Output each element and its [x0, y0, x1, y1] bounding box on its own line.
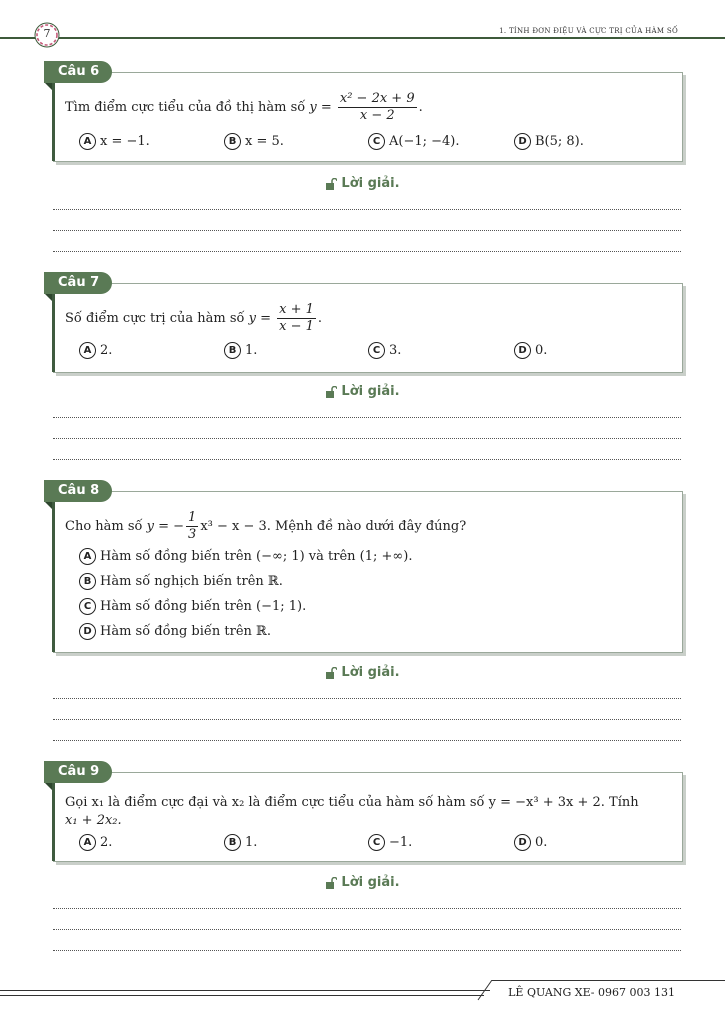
question-stem-line2: x₁ + 2x₂. — [65, 813, 122, 828]
option-c[interactable]: C −1. — [368, 834, 412, 851]
question-tag-8: Câu 8 — [44, 480, 112, 502]
answer-line[interactable] — [53, 251, 681, 252]
solution-heading: Lời giải. — [0, 875, 725, 890]
option-a[interactable]: A 2. — [79, 834, 112, 851]
answer-line[interactable] — [53, 929, 681, 930]
question-stem: Cho hàm số y = − $\frac{1}{3}$ x³ − x − 3. Mệnh đề nào dưới đây đúng? — [65, 510, 467, 542]
option-c[interactable]: C 3. — [368, 342, 401, 359]
option-b[interactable]: B Hàm số nghịch biến trên ℝ. — [79, 573, 283, 590]
question-box-7 — [53, 283, 683, 373]
option-a[interactable]: A x = −1. — [79, 133, 150, 150]
page-number: 7 — [43, 27, 51, 40]
answer-line[interactable] — [53, 719, 681, 720]
question-stem: Tìm điểm cực tiểu của đồ thị hàm số y = $\frac{\text{x² − 2x + 9}}{x - 2}$ . — [65, 91, 423, 123]
answer-line[interactable] — [53, 698, 681, 699]
question-box-8 — [53, 491, 683, 653]
option-b[interactable]: B 1. — [224, 834, 257, 851]
answer-line[interactable] — [53, 908, 681, 909]
chapter-title: 1. TÍNH ĐƠN ĐIỆU VÀ CỰC TRỊ CỦA HÀM SỐ — [499, 27, 678, 35]
question-box-9 — [53, 772, 683, 862]
option-c[interactable]: C Hàm số đồng biến trên (−1; 1). — [79, 598, 306, 615]
footer-divider-icon — [476, 980, 496, 1002]
option-d[interactable]: D 0. — [514, 834, 547, 851]
footer-author: LÊ QUANG XE- 0967 003 131 — [508, 986, 675, 999]
option-a[interactable]: A Hàm số đồng biến trên (−∞; 1) và trên (1; +∞). — [79, 548, 412, 565]
answer-line[interactable] — [53, 417, 681, 418]
solution-heading: Lời giải. — [0, 665, 725, 680]
unlock-icon — [325, 386, 337, 398]
page-number-badge — [33, 21, 61, 49]
unlock-icon — [325, 667, 337, 679]
option-a[interactable]: A 2. — [79, 342, 112, 359]
question-box-6 — [53, 72, 683, 162]
question-stem: Gọi x₁ là điểm cực đại và x₂ là điểm cực tiểu của hàm số hàm số y = −x³ + 3x + 2. Tính — [65, 795, 639, 810]
option-d[interactable]: D B(5; 8). — [514, 133, 584, 150]
solution-heading: Lời giải. — [0, 176, 725, 191]
fraction: $\frac{1}{3}$ — [188, 510, 197, 542]
fraction: $\frac{x + 1}{x - 1}$ — [279, 302, 314, 334]
question-stem: Số điểm cực trị của hàm số y = $\frac{x + 1}{x - 1}$ . — [65, 302, 323, 334]
option-b[interactable]: B x = 5. — [224, 133, 284, 150]
unlock-icon — [325, 178, 337, 190]
footer-rule — [492, 980, 725, 981]
option-b[interactable]: B 1. — [224, 342, 257, 359]
question-tag-7: Câu 7 — [44, 272, 112, 294]
answer-line[interactable] — [53, 740, 681, 741]
answer-line[interactable] — [53, 209, 681, 210]
unlock-icon — [325, 877, 337, 889]
footer-rule — [0, 990, 490, 991]
option-c[interactable]: C A(−1; −4). — [368, 133, 460, 150]
option-d[interactable]: D 0. — [514, 342, 547, 359]
header-rule — [0, 37, 725, 39]
answer-line[interactable] — [53, 230, 681, 231]
fraction: $\frac{\text{x² − 2x + 9}}{x - 2}$ — [339, 91, 415, 123]
option-d[interactable]: D Hàm số đồng biến trên ℝ. — [79, 623, 271, 640]
solution-heading: Lời giải. — [0, 384, 725, 399]
question-tag-6: Câu 6 — [44, 61, 112, 83]
answer-line[interactable] — [53, 459, 681, 460]
answer-line[interactable] — [53, 950, 681, 951]
footer-rule — [0, 995, 484, 996]
question-tag-9: Câu 9 — [44, 761, 112, 783]
answer-line[interactable] — [53, 438, 681, 439]
